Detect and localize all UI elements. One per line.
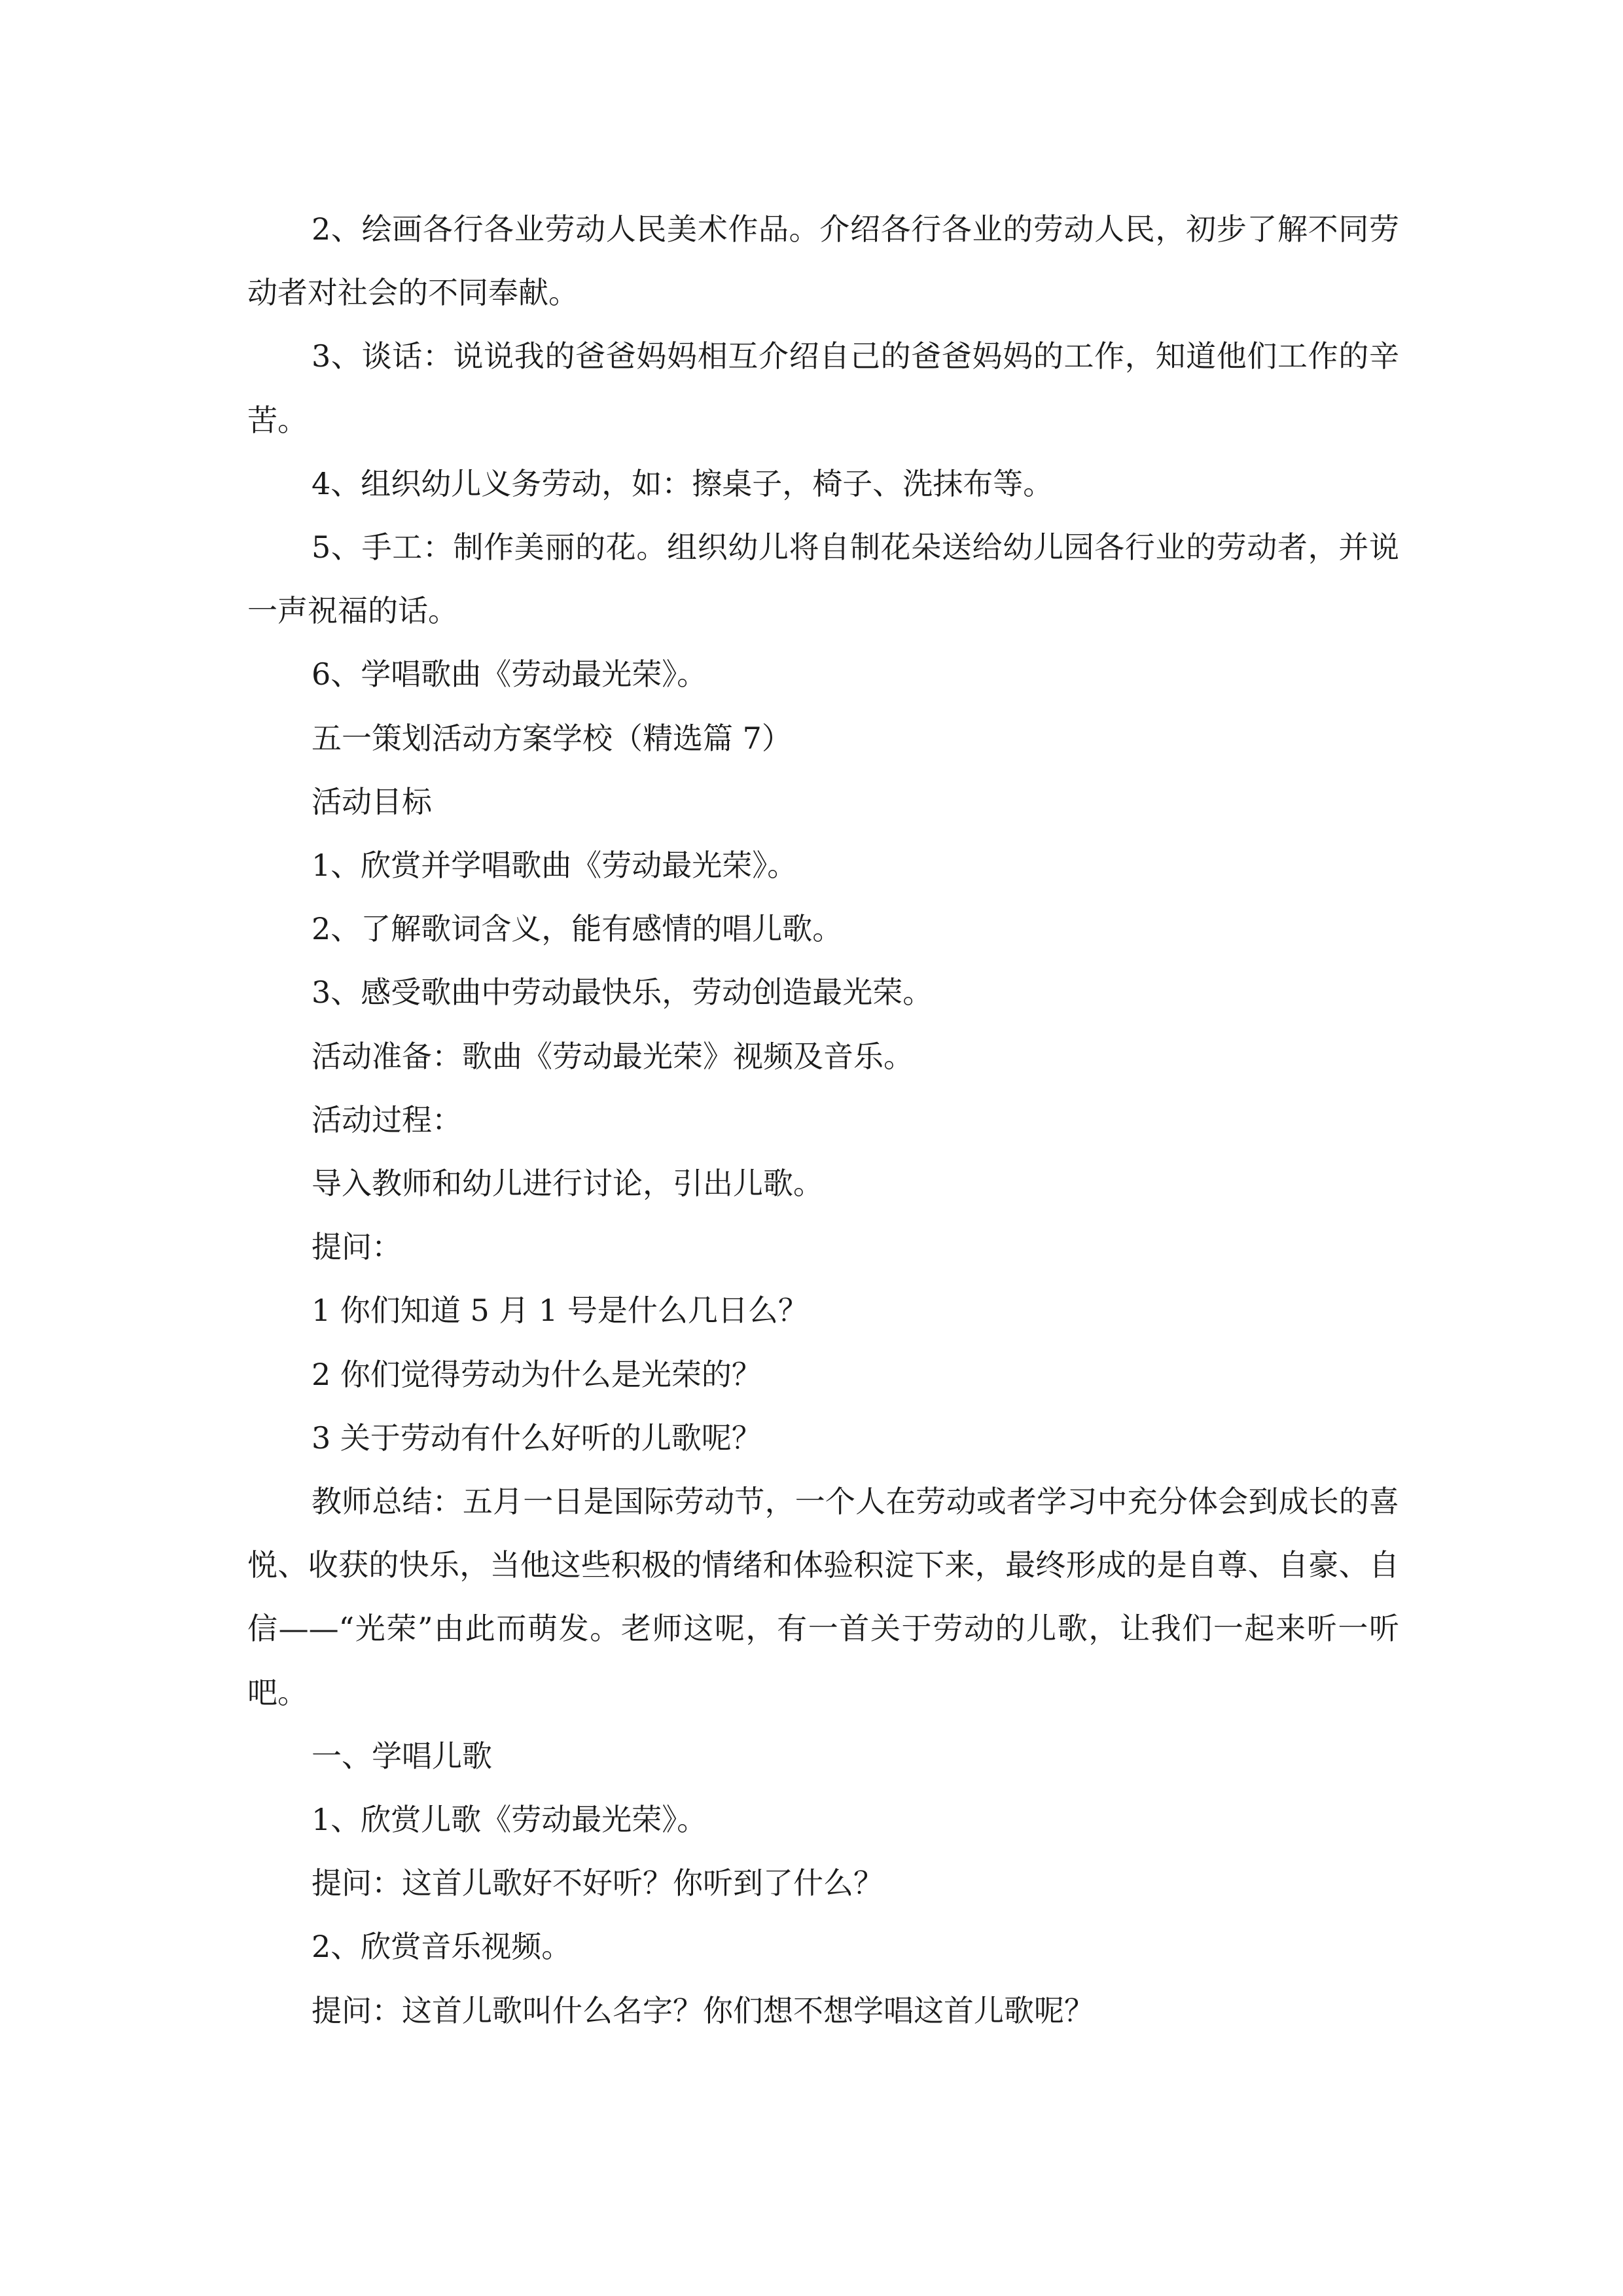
paragraph-activity-2: 2、绘画各行各业劳动人民美术作品。介绍各行各业的劳动人民，初步了解不同劳动者对社会的不同奉献。 <box>247 211 1399 311</box>
paragraph-introduction: 导入教师和幼儿进行讨论，引出儿歌。 <box>312 1166 823 1202</box>
question-item-3: 3 关于劳动有什么好听的儿歌呢？ <box>312 1420 762 1456</box>
goal-item-1: 1、欣赏并学唱歌曲《劳动最光荣》。 <box>312 848 798 884</box>
question-item-2: 2 你们觉得劳动为什么是光荣的？ <box>312 1356 762 1392</box>
question-listen: 提问：这首儿歌好不好听？你听到了什么？ <box>312 1865 883 1901</box>
subheading-learn-song: 一、学唱儿歌 <box>312 1738 492 1774</box>
subheading-process: 活动过程： <box>312 1102 462 1138</box>
goal-item-3: 3、感受歌曲中劳动最快乐，劳动创造最光荣。 <box>312 975 933 1011</box>
question-item-1: 1 你们知道 5 月 1 号是什么几日么？ <box>312 1293 808 1329</box>
paragraph-preparation: 活动准备：歌曲《劳动最光荣》视频及音乐。 <box>312 1038 914 1074</box>
subheading-questions: 提问： <box>312 1229 402 1265</box>
step-item-2: 2、欣赏音乐视频。 <box>312 1929 572 1965</box>
document-body <box>247 198 1399 2043</box>
goal-item-2: 2、了解歌词含义，能有感情的唱儿歌。 <box>312 911 843 947</box>
paragraph-activity-3: 3、谈话：说说我的爸爸妈妈相互介绍自己的爸爸妈妈的工作，知道他们工作的辛苦。 <box>247 338 1399 438</box>
paragraph-teacher-summary: 教师总结：五月一日是国际劳动节，一个人在劳动或者学习中充分体会到成长的喜悦、收获的快乐，当他这些积极的情绪和体验积淀下来，最终形成的是自尊、自豪、自信——“光荣”由此而萌发。老师这呢，有一首关于劳动的儿歌，让我们一起来听一听吧。 <box>247 1484 1399 1710</box>
paragraph-activity-4: 4、组织幼儿义务劳动，如：擦桌子，椅子、洗抹布等。 <box>312 465 1054 501</box>
step-item-1: 1、欣赏儿歌《劳动最光荣》。 <box>312 1802 707 1838</box>
paragraph-activity-6: 6、学唱歌曲《劳动最光荣》。 <box>312 656 707 692</box>
question-song-name: 提问：这首儿歌叫什么名字？你们想不想学唱这首儿歌呢？ <box>312 1992 1094 2028</box>
subheading-goals: 活动目标 <box>312 783 432 819</box>
paragraph-activity-5: 5、手工：制作美丽的花。组织幼儿将自制花朵送给幼儿园各行业的劳动者，并说一声祝福的话。 <box>247 529 1399 629</box>
section-heading: 五一策划活动方案学校（精选篇 7） <box>312 720 792 756</box>
